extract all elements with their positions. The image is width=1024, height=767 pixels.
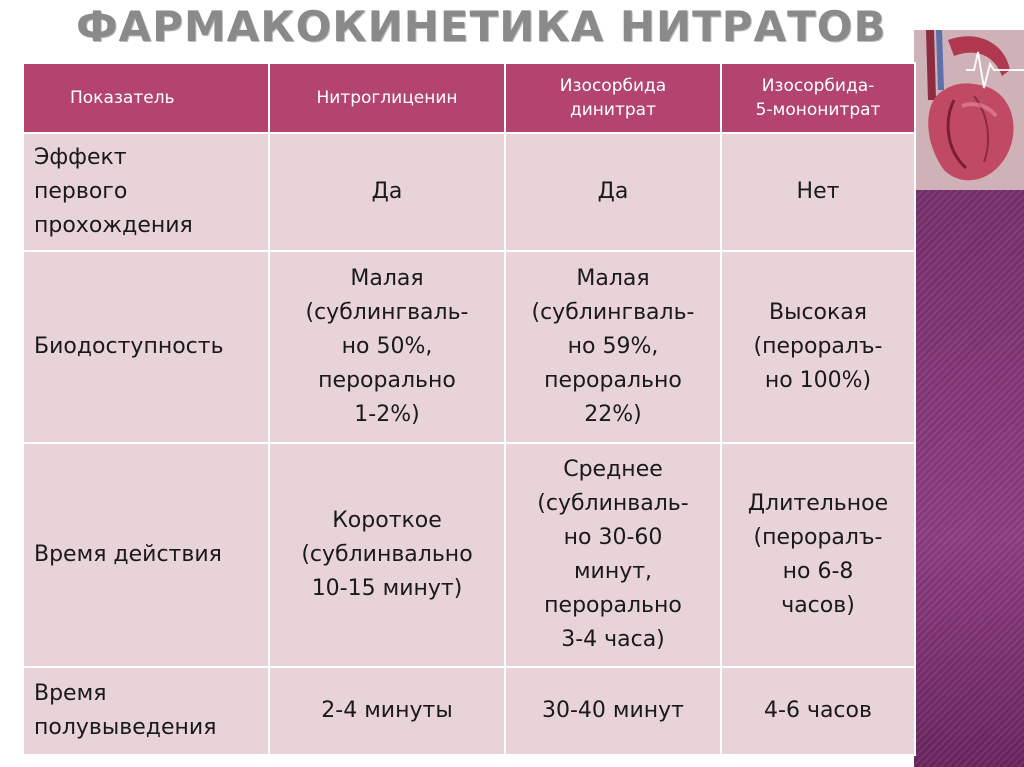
cell-bioavailability-mononitrate: Высокая (пероралъ- но 100%) [721,251,915,443]
table-header-row [23,63,915,133]
row-label-duration: Время действия [23,443,269,667]
header-isosorbide-dinitrate: Изосорбида динитрат [505,63,721,133]
cell-duration-mononitrate: Длительное (пероралъ- но 6-8 часов) [721,443,915,667]
heart-illustration-icon [914,30,1024,190]
slide-title: ФАРМАКОКИНЕТИКА НИТРАТОВ [76,2,887,51]
cell-bioavailability-nitroglycerin: Малая (сублингваль- но 50%, перорально 1-2%) [269,251,505,443]
row-label-first-pass: Эффект первого прохождения [23,133,269,251]
cell-duration-dinitrate: Среднее (сублинваль- но 30-60 минут, перорально 3-4 часа) [505,443,721,667]
header-indicator: Показатель [23,63,269,133]
cell-half-life-mononitrate: 4-6 часов [721,667,915,755]
table-row-half-life [23,667,915,755]
cell-half-life-nitroglycerin: 2-4 минуты [269,667,505,755]
cell-first-pass-dinitrate: Да [505,133,721,251]
cell-half-life-dinitrate: 30-40 минут [505,667,721,755]
table-row-bioavailability [23,251,915,443]
cell-bioavailability-dinitrate: Малая (сублингваль- но 59%, перорально 22%) [505,251,721,443]
header-isosorbide-mononitrate: Изосорбида- 5-мононитрат [721,63,915,133]
header-nitroglycerin: Нитроглиценин [269,63,505,133]
table-row-duration [23,443,915,667]
row-label-bioavailability: Биодоступность [23,251,269,443]
cell-duration-nitroglycerin: Короткое (сублинвально 10-15 минут) [269,443,505,667]
cell-first-pass-nitroglycerin: Да [269,133,505,251]
pharmacokinetics-table [22,62,916,756]
pharmacokinetics-table-container [22,62,914,756]
cell-first-pass-mononitrate: Нет [721,133,915,251]
row-label-half-life: Время полувыведения [23,667,269,755]
side-bar-top-gap [914,0,1024,30]
table-row-first-pass [23,133,915,251]
